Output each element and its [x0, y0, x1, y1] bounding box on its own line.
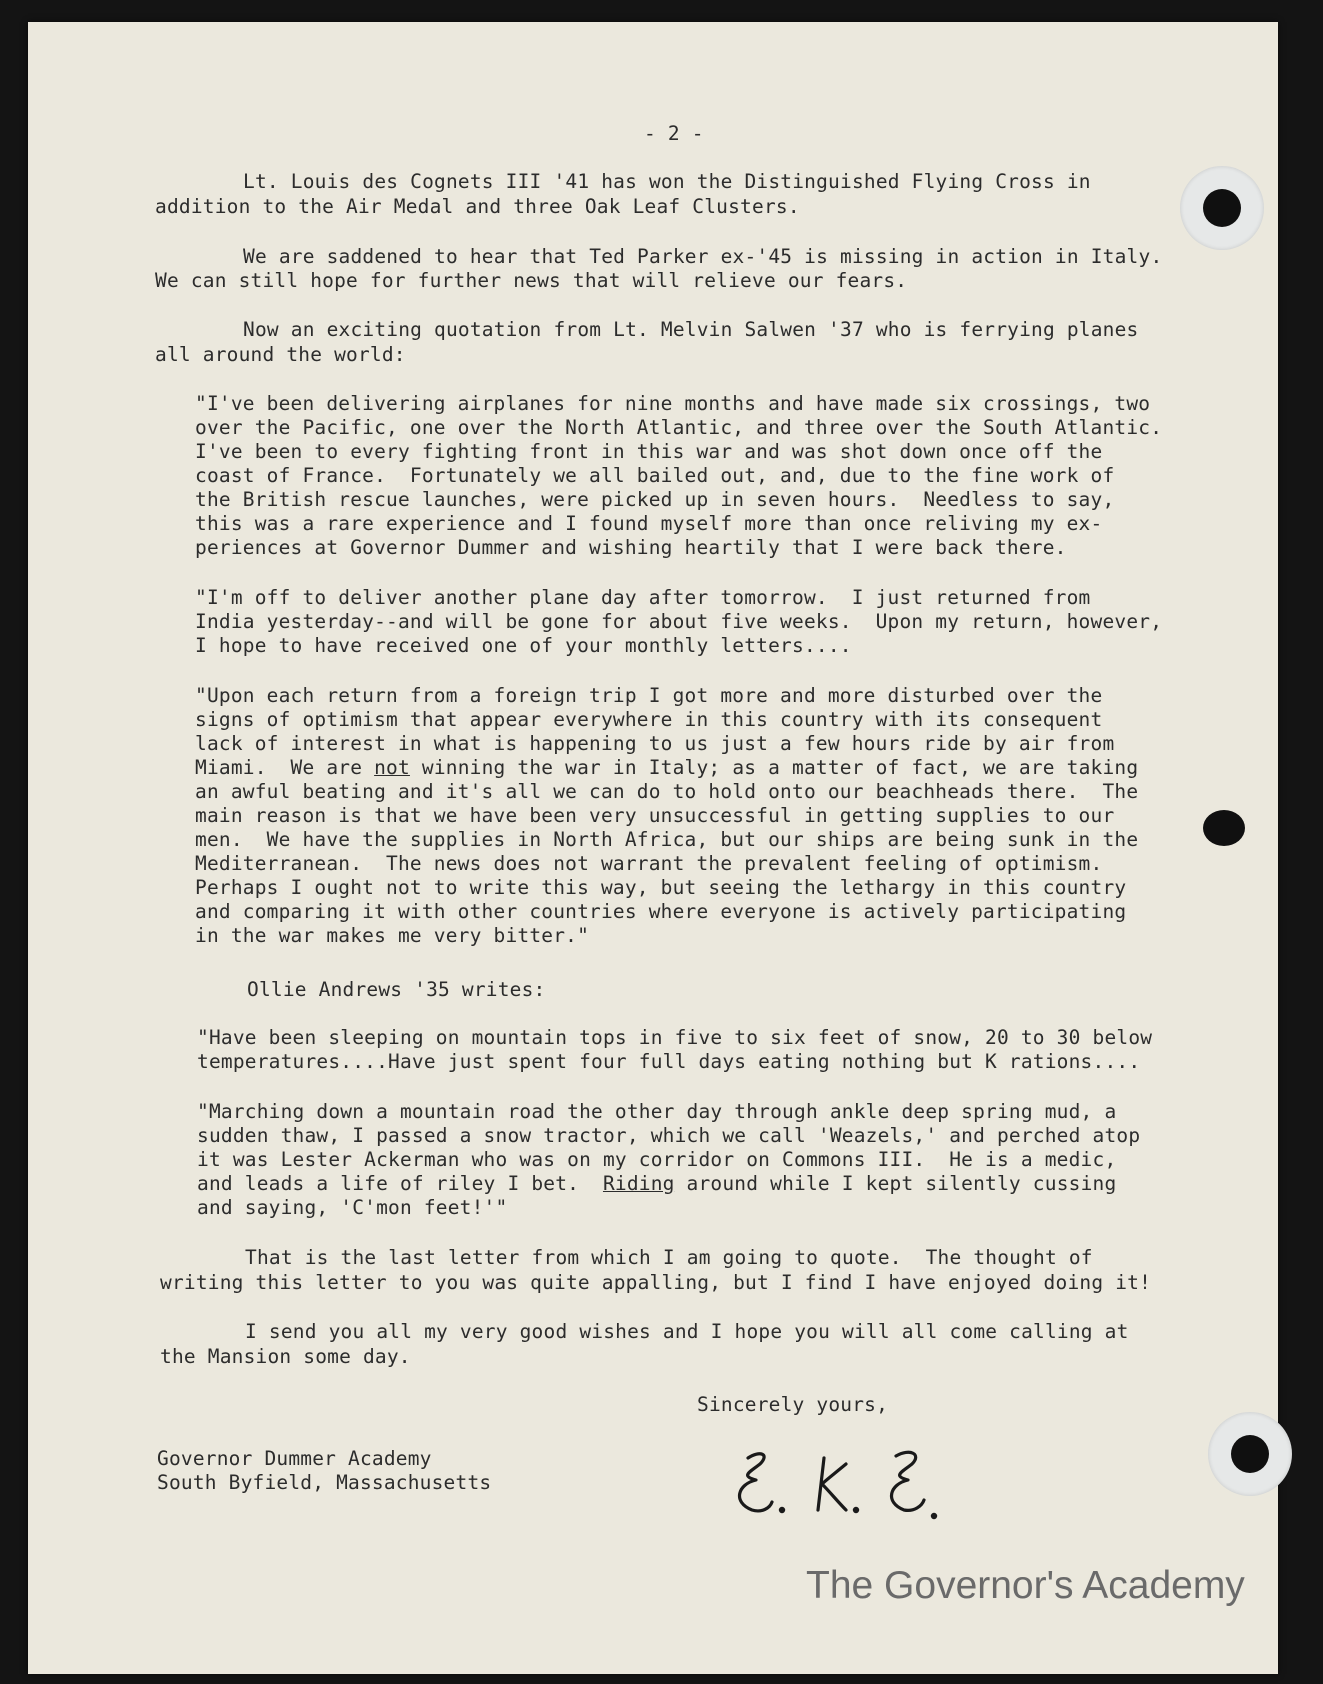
page-number: - 2 - — [644, 122, 704, 145]
quote-line: and leads a life of riley I bet. Riding around while I kept silently cussing — [197, 1172, 1117, 1195]
sender-name: Governor Dummer Academy — [157, 1447, 432, 1470]
text-line: We can still hope for further news that will relieve our fears. — [155, 269, 908, 292]
quote-line: "I've been delivering airplanes for nine months and have made six crossings, two — [195, 392, 1151, 415]
underlined-word: Riding — [602, 1172, 675, 1195]
quote-line: men. We have the supplies in North Africa, but our ships are being sunk in the — [195, 828, 1139, 851]
quote-line: Perhaps I ought not to write this way, but seeing the lethargy in this country — [195, 876, 1127, 899]
quote-line: Miami. We are not winning the war in Italy; as a matter of fact, we are taking — [195, 756, 1139, 779]
watermark: The Governor's Academy — [806, 1564, 1245, 1607]
quote-line: Mediterranean. The news does not warrant the prevalent feeling of optimism. — [195, 852, 1103, 875]
quote-line: India yesterday--and will be gone for about five weeks. Upon my return, however, — [195, 610, 1163, 633]
text-line: Now an exciting quotation from Lt. Melvin Salwen '37 who is ferrying planes — [243, 318, 1139, 341]
quote-line: in the war makes me very bitter." — [195, 924, 590, 947]
signature — [726, 1440, 966, 1530]
quote-line: "Upon each return from a foreign trip I got more and more disturbed over the — [195, 684, 1103, 707]
quote-line: the British rescue launches, were picked up in seven hours. Needless to say, — [195, 488, 1115, 511]
quote-line: signs of optimism that appear everywhere in this country with its consequent — [195, 708, 1103, 731]
quote-line: temperatures....Have just spent four full days eating nothing but K rations.... — [197, 1050, 1141, 1073]
text-line: I send you all my very good wishes and I hope you will all come calling at — [245, 1320, 1129, 1343]
quote-line: I've been to every fighting front in this war and was shot down once off the — [195, 440, 1103, 463]
side-punch-hole — [1203, 810, 1245, 846]
text-line: Lt. Louis des Cognets III '41 has won the Distinguished Flying Cross in — [243, 170, 1091, 193]
quote-line: over the Pacific, one over the North Atlantic, and three over the South Atlantic. — [195, 416, 1163, 439]
quote-line: sudden thaw, I passed a snow tractor, which we call 'Weazels,' and perched atop — [197, 1124, 1141, 1147]
quote-line: periences at Governor Dummer and wishing heartily that I were back there. — [195, 536, 1067, 559]
quote-line: and saying, 'C'mon feet!'" — [197, 1196, 508, 1219]
quote-line: coast of France. Fortunately we all bailed out, and, due to the fine work of — [195, 464, 1115, 487]
quote-line: lack of interest in what is happening to us just a few hours ride by air from — [195, 732, 1115, 755]
quote-line: "I'm off to deliver another plane day after tomorrow. I just returned from — [195, 586, 1091, 609]
quote-line: this was a rare experience and I found myself more than once reliving my ex- — [195, 512, 1103, 535]
text-line: all around the world: — [155, 343, 406, 366]
quote-line: an awful beating and it's all we can do to hold onto our beachheads there. The — [195, 780, 1139, 803]
quote-line: I hope to have received one of your monthly letters.... — [195, 634, 852, 657]
text-line: Ollie Andrews '35 writes: — [247, 978, 546, 1001]
quote-line: and comparing it with other countries where everyone is actively participating — [195, 900, 1127, 923]
text-line: writing this letter to you was quite appalling, but I find I have enjoyed doing it! — [160, 1271, 1152, 1294]
quote-line: "Have been sleeping on mountain tops in five to six feet of snow, 20 to 30 below — [197, 1026, 1153, 1049]
text-line: That is the last letter from which I am going to quote. The thought of — [245, 1246, 1093, 1269]
sender-address: South Byfield, Massachusetts — [157, 1471, 492, 1494]
quote-line: "Marching down a mountain road the other day through ankle deep spring mud, a — [197, 1100, 1117, 1123]
text-line: addition to the Air Medal and three Oak Leaf Clusters. — [155, 195, 800, 218]
text-line: the Mansion some day. — [160, 1345, 411, 1368]
closing: Sincerely yours, — [697, 1393, 889, 1416]
quote-line: main reason is that we have been very unsuccessful in getting supplies to our — [195, 804, 1115, 827]
binder-hole-bottom — [1208, 1412, 1292, 1496]
text-line: We are saddened to hear that Ted Parker ex-'45 is missing in action in Italy. — [243, 245, 1163, 268]
quote-line: it was Lester Ackerman who was on my corridor on Commons III. He is a medic, — [197, 1148, 1117, 1171]
binder-hole-top — [1180, 166, 1264, 250]
underlined-word: not — [374, 756, 410, 779]
